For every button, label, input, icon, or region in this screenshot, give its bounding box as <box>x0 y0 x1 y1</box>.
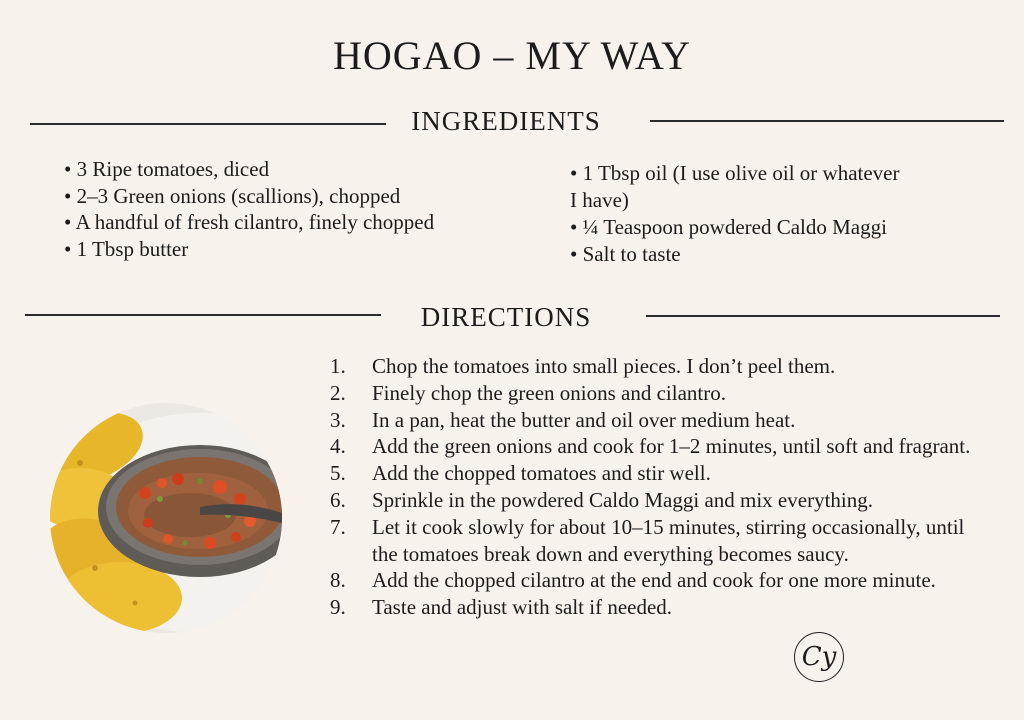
ingredients-rule-right <box>650 120 1004 122</box>
ingredient-item: • A handful of fresh cilantro, finely chopped <box>64 209 534 236</box>
ingredients-rule-left <box>30 123 386 125</box>
directions-rule-right <box>646 315 1000 317</box>
ingredient-item: • 1 Tbsp oil (I use olive oil or whatever <box>570 161 900 185</box>
direction-step: 2. Finely chop the green onions and cilantro. <box>330 380 726 405</box>
ingredient-item-continuation: I have) <box>570 188 629 212</box>
ingredients-list-right <box>570 160 990 268</box>
ingredient-item: • Salt to taste <box>570 242 681 266</box>
directions-heading: DIRECTIONS <box>420 302 592 332</box>
direction-step: 3. In a pan, heat the butter and oil over medium heat. <box>330 407 796 432</box>
hogao-photo <box>50 403 282 633</box>
direction-step: 8. Add the chopped cilantro at the end and cook for one more minute. <box>330 568 936 593</box>
direction-step: 7. Let it cook slowly for about 10–15 minutes, stirring occasionally, until the tomatoes break down and everything becomes saucy. <box>330 514 965 566</box>
ingredient-item: • ¼ Teaspoon powdered Caldo Maggi <box>570 215 887 239</box>
direction-step: 6. Sprinkle in the powdered Caldo Maggi and mix everything. <box>330 487 873 512</box>
ingredient-item: • 2–3 Green onions (scallions), chopped <box>64 183 534 210</box>
direction-step: 9. Taste and adjust with salt if needed. <box>330 595 673 620</box>
ingredients-heading: INGREDIENTS <box>411 106 601 136</box>
recipe-title: HOGAO – MY WAY <box>332 33 692 78</box>
ingredient-item: • 1 Tbsp butter <box>64 236 534 263</box>
direction-step: 4. Add the green onions and cook for 1–2 minutes, until soft and fragrant. <box>330 434 971 459</box>
directions-rule-left <box>25 314 381 316</box>
monogram-logo: Cy <box>794 632 844 682</box>
ingredient-item: • 3 Ripe tomatoes, diced <box>64 156 534 183</box>
ingredients-list-left <box>64 156 534 262</box>
direction-step: 5. Add the chopped tomatoes and stir well. <box>330 461 711 486</box>
direction-step: 1. Chop the tomatoes into small pieces. I don’t peel them. <box>330 354 836 378</box>
directions-list <box>330 353 990 621</box>
